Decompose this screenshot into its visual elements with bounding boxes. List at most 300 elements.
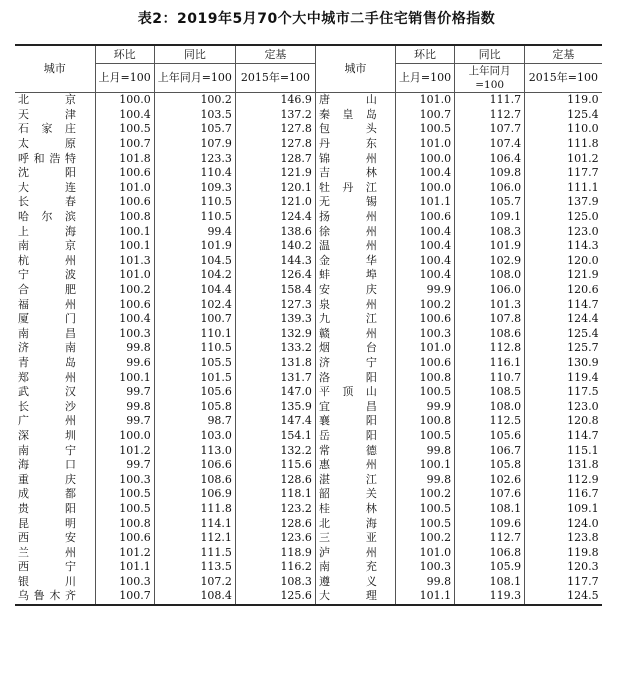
- right-mom-cell: 100.6: [395, 312, 454, 327]
- mom-base-left: 上月=100: [95, 64, 154, 93]
- left-fixed-cell: 144.3: [235, 254, 315, 269]
- left-mom-cell: 100.8: [95, 210, 154, 225]
- table-header: [15, 45, 602, 93]
- mom-header-left: 环比: [95, 45, 154, 64]
- table-body: [15, 93, 602, 605]
- left-mom-cell: 99.6: [95, 356, 154, 371]
- left-mom-cell: 99.7: [95, 414, 154, 429]
- right-city-name: 无锡: [318, 195, 377, 209]
- table-row: [15, 575, 602, 590]
- left-mom-cell: 100.5: [95, 487, 154, 502]
- yoy-header-left: 同比: [154, 45, 235, 64]
- right-city-name: 包头: [318, 122, 377, 136]
- left-mom-cell: 100.5: [95, 122, 154, 137]
- left-mom-cell: 100.1: [95, 224, 154, 239]
- table-row: [15, 472, 602, 487]
- table-row: [15, 531, 602, 546]
- right-city-cell: [315, 370, 395, 385]
- left-yoy-cell: 108.6: [154, 472, 235, 487]
- right-city-cell: [315, 297, 395, 312]
- left-city-cell: [15, 385, 95, 400]
- right-city-cell: [315, 122, 395, 137]
- table-row: [15, 254, 602, 269]
- left-city-cell: [15, 531, 95, 546]
- right-city-cell: [315, 239, 395, 254]
- left-city-cell: [15, 108, 95, 123]
- left-fixed-cell: 116.2: [235, 560, 315, 575]
- right-city-name: 遵义: [318, 574, 377, 588]
- right-yoy-cell: 112.8: [455, 341, 525, 356]
- right-city-name: 扬州: [318, 210, 377, 224]
- left-city-name: 南宁: [18, 443, 76, 457]
- left-city-cell: [15, 516, 95, 531]
- left-yoy-cell: 105.8: [154, 399, 235, 414]
- left-mom-cell: 100.4: [95, 108, 154, 123]
- right-fixed-cell: 120.6: [567, 283, 599, 297]
- left-yoy-cell: 110.1: [154, 327, 235, 342]
- left-fixed-cell: 138.6: [235, 224, 315, 239]
- left-fixed-cell: 147.4: [235, 414, 315, 429]
- left-mom-cell: 101.2: [95, 545, 154, 560]
- left-mom-cell: 100.4: [95, 312, 154, 327]
- left-mom-cell: 101.0: [95, 268, 154, 283]
- left-city-cell: [15, 443, 95, 458]
- table-row: [15, 195, 602, 210]
- right-yoy-cell: 106.0: [455, 283, 525, 298]
- table-row: [15, 487, 602, 502]
- left-yoy-cell: 123.3: [154, 151, 235, 166]
- right-yoy-cell: 108.1: [455, 575, 525, 590]
- left-city-name: 天津: [18, 107, 76, 121]
- left-mom-cell: 100.3: [95, 575, 154, 590]
- left-fixed-cell: 132.2: [235, 443, 315, 458]
- yoy-base-left: 上年同月=100: [154, 64, 235, 93]
- left-mom-cell: 100.7: [95, 589, 154, 605]
- right-fixed-cell: 110.0: [567, 122, 599, 136]
- fixed-header-left: 定基: [235, 45, 315, 64]
- left-city-cell: [15, 224, 95, 239]
- right-yoy-cell: 106.7: [455, 443, 525, 458]
- right-city-cell: [315, 531, 395, 546]
- left-city-name: 长春: [18, 195, 76, 209]
- left-fixed-cell: 128.6: [235, 472, 315, 487]
- right-mom-cell: 100.6: [395, 356, 454, 371]
- left-fixed-cell: 115.6: [235, 458, 315, 473]
- table-row: [15, 399, 602, 414]
- right-city-name: 蚌埠: [318, 268, 377, 282]
- right-mom-cell: 100.1: [395, 458, 454, 473]
- right-yoy-cell: 107.4: [455, 137, 525, 152]
- left-city-name: 昆明: [18, 516, 76, 530]
- left-mom-cell: 100.6: [95, 166, 154, 181]
- right-mom-cell: 100.8: [395, 414, 454, 429]
- right-city-name: 金华: [318, 253, 377, 267]
- left-yoy-cell: 110.4: [154, 166, 235, 181]
- left-city-cell: [15, 370, 95, 385]
- right-mom-cell: 99.8: [395, 472, 454, 487]
- right-city-cell: [315, 472, 395, 487]
- left-fixed-cell: 158.4: [235, 283, 315, 298]
- right-city-name: 赣州: [318, 326, 377, 340]
- left-mom-cell: 101.1: [95, 560, 154, 575]
- left-mom-cell: 100.0: [95, 93, 154, 108]
- left-fixed-cell: 120.1: [235, 181, 315, 196]
- right-yoy-cell: 109.1: [455, 210, 525, 225]
- left-city-name: 兰州: [18, 545, 76, 559]
- right-city-cell: [315, 356, 395, 371]
- left-mom-cell: 100.0: [95, 429, 154, 444]
- left-fixed-cell: 127.3: [235, 297, 315, 312]
- left-city-cell: [15, 429, 95, 444]
- left-city-name: 郑州: [18, 370, 76, 384]
- left-city-cell: [15, 487, 95, 502]
- right-yoy-cell: 105.9: [455, 560, 525, 575]
- right-city-cell: [315, 385, 395, 400]
- left-mom-cell: 100.2: [95, 283, 154, 298]
- left-yoy-cell: 107.2: [154, 575, 235, 590]
- right-mom-cell: 101.0: [395, 137, 454, 152]
- right-mom-cell: 100.0: [395, 181, 454, 196]
- right-yoy-cell: 108.3: [455, 224, 525, 239]
- table-row: [15, 356, 602, 371]
- right-yoy-cell: 108.6: [455, 327, 525, 342]
- right-mom-cell: 100.4: [395, 268, 454, 283]
- left-fixed-cell: 123.2: [235, 502, 315, 517]
- left-yoy-cell: 100.7: [154, 312, 235, 327]
- left-fixed-cell: 121.9: [235, 166, 315, 181]
- right-fixed-cell: 111.8: [567, 137, 599, 151]
- city-header-right: 城市: [315, 45, 395, 93]
- right-mom-cell: 101.0: [395, 93, 454, 108]
- table-row: [15, 93, 602, 108]
- right-city-cell: [315, 137, 395, 152]
- left-yoy-cell: 101.9: [154, 239, 235, 254]
- right-city-name: 温州: [318, 239, 377, 253]
- right-fixed-cell: 120.0: [567, 253, 599, 267]
- mom-base-right: 上月=100: [395, 64, 454, 93]
- right-city-name: 泉州: [318, 297, 377, 311]
- left-yoy-cell: 111.5: [154, 545, 235, 560]
- right-fixed-cell: 114.3: [567, 239, 599, 253]
- left-yoy-cell: 103.5: [154, 108, 235, 123]
- right-fixed-cell: 119.4: [567, 370, 599, 384]
- left-mom-cell: 100.6: [95, 297, 154, 312]
- city-header-left: 城市: [15, 45, 95, 93]
- left-city-name: 西安: [18, 531, 76, 545]
- left-city-name: 合肥: [18, 283, 76, 297]
- right-city-cell: [315, 224, 395, 239]
- left-city-name: 海口: [18, 458, 76, 472]
- left-city-name: 沈阳: [18, 166, 76, 180]
- left-mom-cell: 101.8: [95, 151, 154, 166]
- left-fixed-cell: 135.9: [235, 399, 315, 414]
- left-yoy-cell: 104.2: [154, 268, 235, 283]
- right-fixed-cell: 115.1: [567, 443, 599, 457]
- right-fixed-cell: 124.4: [567, 312, 599, 326]
- left-city-name: 乌鲁木齐: [18, 589, 76, 603]
- left-fixed-cell: 108.3: [235, 575, 315, 590]
- left-city-name: 西宁: [18, 560, 76, 574]
- right-fixed-cell: 119.8: [567, 545, 599, 559]
- left-city-cell: [15, 458, 95, 473]
- right-city-cell: [315, 108, 395, 123]
- mom-header-right: 环比: [395, 45, 454, 64]
- left-city-name: 石家庄: [18, 122, 76, 136]
- left-city-cell: [15, 166, 95, 181]
- right-fixed-cell: 119.0: [567, 93, 599, 107]
- left-city-name: 大连: [18, 180, 76, 194]
- left-fixed-cell: 125.6: [235, 589, 315, 605]
- right-city-cell: [315, 516, 395, 531]
- left-city-cell: [15, 210, 95, 225]
- right-city-cell: [315, 166, 395, 181]
- right-fixed-cell: 120.8: [567, 414, 599, 428]
- left-mom-cell: 100.8: [95, 516, 154, 531]
- left-fixed-cell: 147.0: [235, 385, 315, 400]
- right-mom-cell: 100.8: [395, 370, 454, 385]
- table-row: [15, 516, 602, 531]
- table-row: [15, 224, 602, 239]
- left-city-name: 南京: [18, 239, 76, 253]
- right-mom-cell: 101.0: [395, 341, 454, 356]
- right-yoy-cell: 108.0: [455, 268, 525, 283]
- table-row: [15, 181, 602, 196]
- right-mom-cell: 100.5: [395, 516, 454, 531]
- left-city-cell: [15, 560, 95, 575]
- fixed-header-right: 定基: [525, 45, 602, 64]
- left-city-name: 银川: [18, 574, 76, 588]
- right-mom-cell: 99.8: [395, 443, 454, 458]
- left-mom-cell: 100.5: [95, 502, 154, 517]
- left-yoy-cell: 113.0: [154, 443, 235, 458]
- right-fixed-cell: 121.9: [567, 268, 599, 282]
- table-row: [15, 545, 602, 560]
- left-fixed-cell: 140.2: [235, 239, 315, 254]
- right-mom-cell: 101.0: [395, 545, 454, 560]
- right-city-cell: [315, 254, 395, 269]
- right-fixed-cell: 125.7: [567, 341, 599, 355]
- table-row: [15, 443, 602, 458]
- right-mom-cell: 100.3: [395, 327, 454, 342]
- left-city-cell: [15, 151, 95, 166]
- left-mom-cell: 99.8: [95, 341, 154, 356]
- right-fixed-cell: 125.0: [567, 210, 599, 224]
- left-fixed-cell: 126.4: [235, 268, 315, 283]
- right-fixed-cell: 109.1: [567, 501, 599, 515]
- left-mom-cell: 99.8: [95, 399, 154, 414]
- right-city-cell: [315, 210, 395, 225]
- left-fixed-cell: 133.2: [235, 341, 315, 356]
- table-row: [15, 239, 602, 254]
- right-city-name: 锦州: [318, 151, 377, 165]
- right-city-name: 唐山: [318, 93, 377, 107]
- left-city-name: 重庆: [18, 472, 76, 486]
- right-yoy-cell: 102.9: [455, 254, 525, 269]
- right-yoy-cell: 101.9: [455, 239, 525, 254]
- left-city-cell: [15, 356, 95, 371]
- right-yoy-cell: 106.0: [455, 181, 525, 196]
- right-city-name: 岳阳: [318, 428, 377, 442]
- left-mom-cell: 99.7: [95, 458, 154, 473]
- right-yoy-cell: 108.5: [455, 385, 525, 400]
- table-row: [15, 283, 602, 298]
- right-city-name: 牡丹江: [318, 180, 377, 194]
- left-city-name: 深圳: [18, 428, 76, 442]
- right-city-cell: [315, 312, 395, 327]
- left-city-name: 贵阳: [18, 501, 76, 515]
- left-fixed-cell: 123.6: [235, 531, 315, 546]
- right-fixed-cell: 125.4: [567, 107, 599, 121]
- right-fixed-cell: 123.0: [567, 224, 599, 238]
- left-mom-cell: 101.0: [95, 181, 154, 196]
- left-city-name: 杭州: [18, 253, 76, 267]
- left-yoy-cell: 106.9: [154, 487, 235, 502]
- right-city-name: 韶关: [318, 487, 377, 501]
- table-row: [15, 297, 602, 312]
- left-city-cell: [15, 472, 95, 487]
- right-city-cell: [315, 414, 395, 429]
- left-fixed-cell: 127.8: [235, 137, 315, 152]
- left-city-cell: [15, 283, 95, 298]
- right-yoy-cell: 107.7: [455, 122, 525, 137]
- right-city-cell: [315, 487, 395, 502]
- left-fixed-cell: 127.8: [235, 122, 315, 137]
- left-city-cell: [15, 502, 95, 517]
- right-city-name: 常德: [318, 443, 377, 457]
- right-yoy-cell: 105.7: [455, 195, 525, 210]
- right-fixed-cell: 137.9: [567, 195, 599, 209]
- left-fixed-cell: 128.7: [235, 151, 315, 166]
- right-city-name: 惠州: [318, 458, 377, 472]
- table-row: [15, 268, 602, 283]
- right-mom-cell: 100.5: [395, 502, 454, 517]
- left-city-name: 北京: [18, 93, 76, 107]
- right-city-name: 南充: [318, 560, 377, 574]
- left-yoy-cell: 109.3: [154, 181, 235, 196]
- right-city-cell: [315, 93, 395, 108]
- table-row: [15, 312, 602, 327]
- right-yoy-cell: 112.7: [455, 108, 525, 123]
- right-fixed-cell: 124.5: [525, 589, 602, 605]
- left-yoy-cell: 105.5: [154, 356, 235, 371]
- right-fixed-cell: 125.4: [567, 326, 599, 340]
- table-row: [15, 327, 602, 342]
- right-fixed-cell: 131.8: [567, 458, 599, 472]
- left-mom-cell: 100.7: [95, 137, 154, 152]
- right-city-name: 安庆: [318, 283, 377, 297]
- right-city-name: 洛阳: [318, 370, 377, 384]
- left-yoy-cell: 102.4: [154, 297, 235, 312]
- left-yoy-cell: 104.5: [154, 254, 235, 269]
- table-title: 表2：2019年5月70个大中城市二手住宅销售价格指数: [137, 11, 496, 27]
- right-fixed-cell: 101.2: [567, 151, 599, 165]
- left-city-cell: [15, 195, 95, 210]
- right-city-cell: [315, 195, 395, 210]
- right-yoy-cell: 101.3: [455, 297, 525, 312]
- left-city-cell: [15, 575, 95, 590]
- right-city-cell: [315, 283, 395, 298]
- left-yoy-cell: 112.1: [154, 531, 235, 546]
- right-mom-cell: 100.4: [395, 239, 454, 254]
- right-city-name: 北海: [318, 516, 377, 530]
- right-mom-cell: 100.4: [395, 224, 454, 239]
- fixed-base-right: 2015年=100: [525, 64, 602, 93]
- right-yoy-cell: 105.6: [455, 429, 525, 444]
- right-fixed-cell: 123.0: [567, 399, 599, 413]
- left-yoy-cell: 107.9: [154, 137, 235, 152]
- right-yoy-cell: 105.8: [455, 458, 525, 473]
- right-fixed-cell: 120.3: [567, 560, 599, 574]
- left-mom-cell: 100.1: [95, 239, 154, 254]
- table-row: [15, 341, 602, 356]
- right-yoy-cell: 109.8: [455, 166, 525, 181]
- left-yoy-cell: 108.4: [154, 589, 235, 605]
- left-mom-cell: 100.1: [95, 370, 154, 385]
- left-city-name: 福州: [18, 297, 76, 311]
- left-city-name: 广州: [18, 414, 76, 428]
- left-city-cell: [15, 181, 95, 196]
- left-city-name: 青岛: [18, 355, 76, 369]
- right-mom-cell: 99.9: [395, 283, 454, 298]
- right-city-cell: [315, 268, 395, 283]
- right-city-name: 徐州: [318, 224, 377, 238]
- left-city-cell: [15, 122, 95, 137]
- left-fixed-cell: 131.8: [235, 356, 315, 371]
- right-city-name: 平顶山: [318, 385, 377, 399]
- right-city-cell: [315, 545, 395, 560]
- right-city-cell: [315, 443, 395, 458]
- left-fixed-cell: 154.1: [235, 429, 315, 444]
- right-mom-cell: 100.2: [395, 297, 454, 312]
- left-fixed-cell: 146.9: [235, 93, 315, 108]
- right-city-name: 襄阳: [318, 414, 377, 428]
- table-row: [15, 151, 602, 166]
- right-mom-cell: 100.6: [395, 210, 454, 225]
- right-mom-cell: 100.2: [395, 531, 454, 546]
- table-row: [15, 370, 602, 385]
- left-city-cell: [15, 341, 95, 356]
- right-fixed-cell: 123.8: [567, 531, 599, 545]
- left-city-name: 太原: [18, 137, 76, 151]
- price-index-table: [15, 44, 602, 606]
- right-yoy-cell: 109.6: [455, 516, 525, 531]
- right-city-cell: [315, 429, 395, 444]
- right-mom-cell: 101.1: [395, 589, 454, 605]
- right-fixed-cell: 117.7: [567, 574, 599, 588]
- right-city-name: 大理: [318, 589, 377, 603]
- left-fixed-cell: 132.9: [235, 327, 315, 342]
- left-city-name: 武汉: [18, 385, 76, 399]
- left-city-cell: [15, 239, 95, 254]
- right-fixed-cell: 116.7: [567, 487, 599, 501]
- right-city-cell: [315, 399, 395, 414]
- left-yoy-cell: 111.8: [154, 502, 235, 517]
- left-city-name: 上海: [18, 224, 76, 238]
- left-mom-cell: 100.6: [95, 195, 154, 210]
- right-mom-cell: 99.8: [395, 575, 454, 590]
- right-fixed-cell: 117.7: [567, 166, 599, 180]
- right-mom-cell: 100.2: [395, 487, 454, 502]
- left-city-name: 南昌: [18, 326, 76, 340]
- right-mom-cell: 100.0: [395, 151, 454, 166]
- left-city-name: 哈尔滨: [18, 210, 76, 224]
- left-fixed-cell: 137.2: [235, 108, 315, 123]
- right-fixed-cell: 111.1: [567, 180, 599, 194]
- right-city-name: 秦皇岛: [318, 107, 377, 121]
- right-yoy-cell: 107.6: [455, 487, 525, 502]
- left-fixed-cell: 118.9: [235, 545, 315, 560]
- left-fixed-cell: 139.3: [235, 312, 315, 327]
